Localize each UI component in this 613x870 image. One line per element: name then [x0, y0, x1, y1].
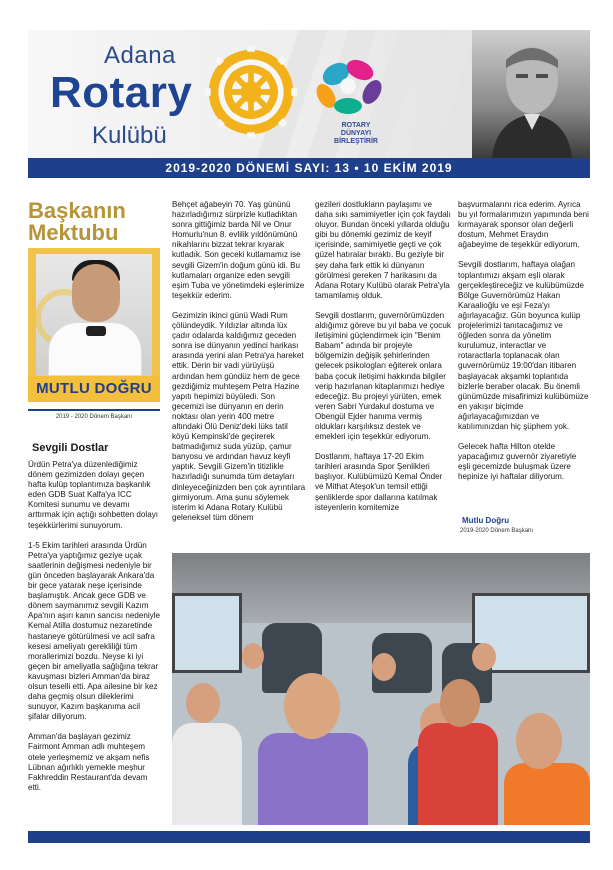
- footer-bar: [28, 831, 590, 843]
- president-photo: [28, 248, 160, 376]
- paragraph: Gelecek hafta Hilton otelde yapacağımız guvernör ziyaretiyle eşli gecemizde buluşmak üzere hepinize iyi haftalar diliyorum.: [458, 442, 577, 482]
- salutation: Sevgili Dostlar: [32, 442, 109, 454]
- masthead-kulubu: Kulübü: [92, 122, 167, 149]
- paragraph: Amman'da başlayan gezimiz Fairmont Amman adlı muhteşem otele yerleşmemiz ve akşam nefis Lübnan ağırlıklı yemekle meşhur Fakhreddin Restaurant'da devam etti.: [28, 732, 150, 792]
- column-2: [172, 200, 306, 533]
- masthead-rotary: Rotary: [50, 68, 193, 117]
- issue-bar: 2019-2020 DÖNEMİ SAYI: 13 • 10 EKİM 2019: [28, 158, 590, 178]
- paragraph: Sevgili dostlarım, guvernörümüzden aldığımız göreve bu yıl baba ve çocuk iletişimini güçlendirmek için "Benim Babam" adında bir projeyle bölgemizin değişik şehirlerinden gelecek psikologları eğiterek onlara baba çocuk iletişimi hakkında bilgiler verip hazırlanan kitaplarımızı hediye edeceğiz. Bu projeyi yürüten, emek veren Sabri Yurdakul dostuma ve Obengül Ejder hanıma vermiş oldukları karşılıksız destek ve emekleri için teşekkür ediyorum.: [315, 310, 451, 442]
- divider: [28, 409, 160, 411]
- masthead-adana: Adana: [104, 42, 176, 69]
- ataturk-portrait: [472, 30, 590, 158]
- paragraph: Sevgili dostlarım, haftaya olağan toplantımızı akşam eşli olarak gerçekleştireceğiz ve kulübümüzde Bölge Guvernörümüz Hakan Karaalioğlu ve eşi Feza'yı ağırlayacağız. Gün boyunca kulüp projelerimizi tanıtacağımız ve öğleden sonra da yönetim kurulumuz, interactlar ve rotaractlarla toplanacak olan guvernörümüz 19:00'dan itibaren başlayacak akşamki toplantıda bizlerle beraber olacak. Bu önemli günümüzde misafirimizi kulübümüze en yakışır biçimde ağırlayacağımızdan ve katılımınızdan hiç şüphem yok.: [458, 260, 589, 431]
- paragraph: Behçet ağabeyin 70. Yaş gününü hazırladığımız sürprizle kutladıktan sonra gittiğimiz barda Nil ve Onur Homurlu'nun 8. evlilik yıldönümünü nikahlarını bizzat tekrar kıyarak kutladık. Son geceki kutlamamız ise sevgili Gizem'in doğum günü idi. Bu kutlamaları organize eden sevgili eşim Tuba ve yönetimdeki eşlerimize teşekkür ederim.: [172, 200, 305, 300]
- president-role: 2019 - 2020 Dönem Başkanı: [55, 414, 133, 420]
- signature-name: Mutlu Doğru: [462, 516, 510, 525]
- column-1: [28, 460, 162, 803]
- rotary-wheel-icon: [203, 44, 299, 140]
- group-photo-bus: [172, 553, 590, 825]
- signature-role: 2019-2020 Dönem Başkanı: [460, 528, 534, 534]
- paragraph: başvurmalarını rica ederim. Ayrıca bu yıl formalarımızın yapımında beni kırmayarak sponsor olan değerli dostum, Mehmet Eraydın ağabeyime de teşekkür ediyorum.: [458, 200, 589, 250]
- paragraph: gezileri dostlukların paylaşımı ve daha sıkı samimiyetler için çok faydalı oluyor. Bundan önceki yıllarda olduğu gibi bu dönemki gezimiz de keyif içerisinde, samimiyetle geçti ve çok güzel hatıralar bıraktı. Bu geziyle bir şey daha fark ettik ki dünyanın görülmesi gereken 7 harikasını da Adana Rotary Kulübü olarak Petra'yla tamamlamış olduk.: [315, 200, 451, 300]
- paragraph: Dostlarım, haftaya 17-20 Ekim tarihleri arasında Spor Şenlikleri başlıyor. Kulübümüzü Kemal Önder ve Mithat Ateşok'un temsil ettiği şenliklerde spor dallarına katılmak isteyenlerin komitemize: [315, 452, 443, 512]
- paragraph: Ürdün Petra'ya düzenlediğimiz dönem gezimizden dolayı geçen hafta kulüp toplantımıza başkanlık eden GDB Suat Kalfa'ya ICC Komitesi sunumu ve devamı arttırmak için açtığı sohbetten dolayı teşekkürlerimi sunuyorum.: [28, 460, 159, 530]
- president-name: MUTLU DOĞRU: [28, 376, 160, 402]
- column-3: [315, 200, 451, 523]
- paragraph: 1-5 Ekim tarihleri arasında Ürdün Petra'ya yaptığımız geziye uçak saatlerinin değişmesi nedeniyle bir gün önceden başlayarak Ankara'da bir gece yatarak neşe içerisinde başlamıştık. Ancak gece GDB ve dönem saymanımız sevgili Kazım Apa'nın aşırı kanın sancısı nedeniyle Kemal Atilla dostumuz nezaretinde hastaneye götürülmesi ve acil safra kesesi ameliyatı gerekliliği tüm morallerimizi bozdu. Neyse ki iyi geçen bir ameliyatla sağlığına tekrar kavuşması bizleri Amman'da biraz olsun teselli etti. Apa ailesine bir kez daha geçmiş olsun dileklerimi sunuyor, Kazım başkanıma acil şifalar diliyorum.: [28, 540, 161, 722]
- masthead: [28, 30, 590, 158]
- world-logo-text: ROTARY DÜNYAYI BİRLEŞTİRİR: [334, 122, 378, 145]
- section-title: Başkanın Mektubu: [28, 198, 126, 245]
- paragraph: Gezimizin ikinci günü Wadi Rum çölündeydik. Yıldızlar altında lüx çadır odalarda kaldığımız geceden sonra ise dünyanın yedinci harikası arasında yerini alan Petra'ya hareket ettik. Derin bir vadi yürüyüşü ardından hem gündüz hem de gece gezdiğimiz muhteşem Petra Hazine yapıtı hepimizi büyüledi. Son gecemizi ise dünyanın en derin noktası olan yerin 400 metre altındaki Ölü Deniz'deki lüks tatil köyü Kempinski'de geçirerek batmadığımız suda yüzüp, çamur banyosu ve ardından havuz keyfi yaptık. Sevgili Gizem'in titizlikle hazırladığı sunumda tüm detayları dinleyeceğinizden ben çok ayrıntılara girmiyorum. Ama şunu söylemek isterim ki Adana Rotary Kulübü geleneksel tüm dönem: [172, 310, 306, 522]
- column-4: [458, 200, 590, 492]
